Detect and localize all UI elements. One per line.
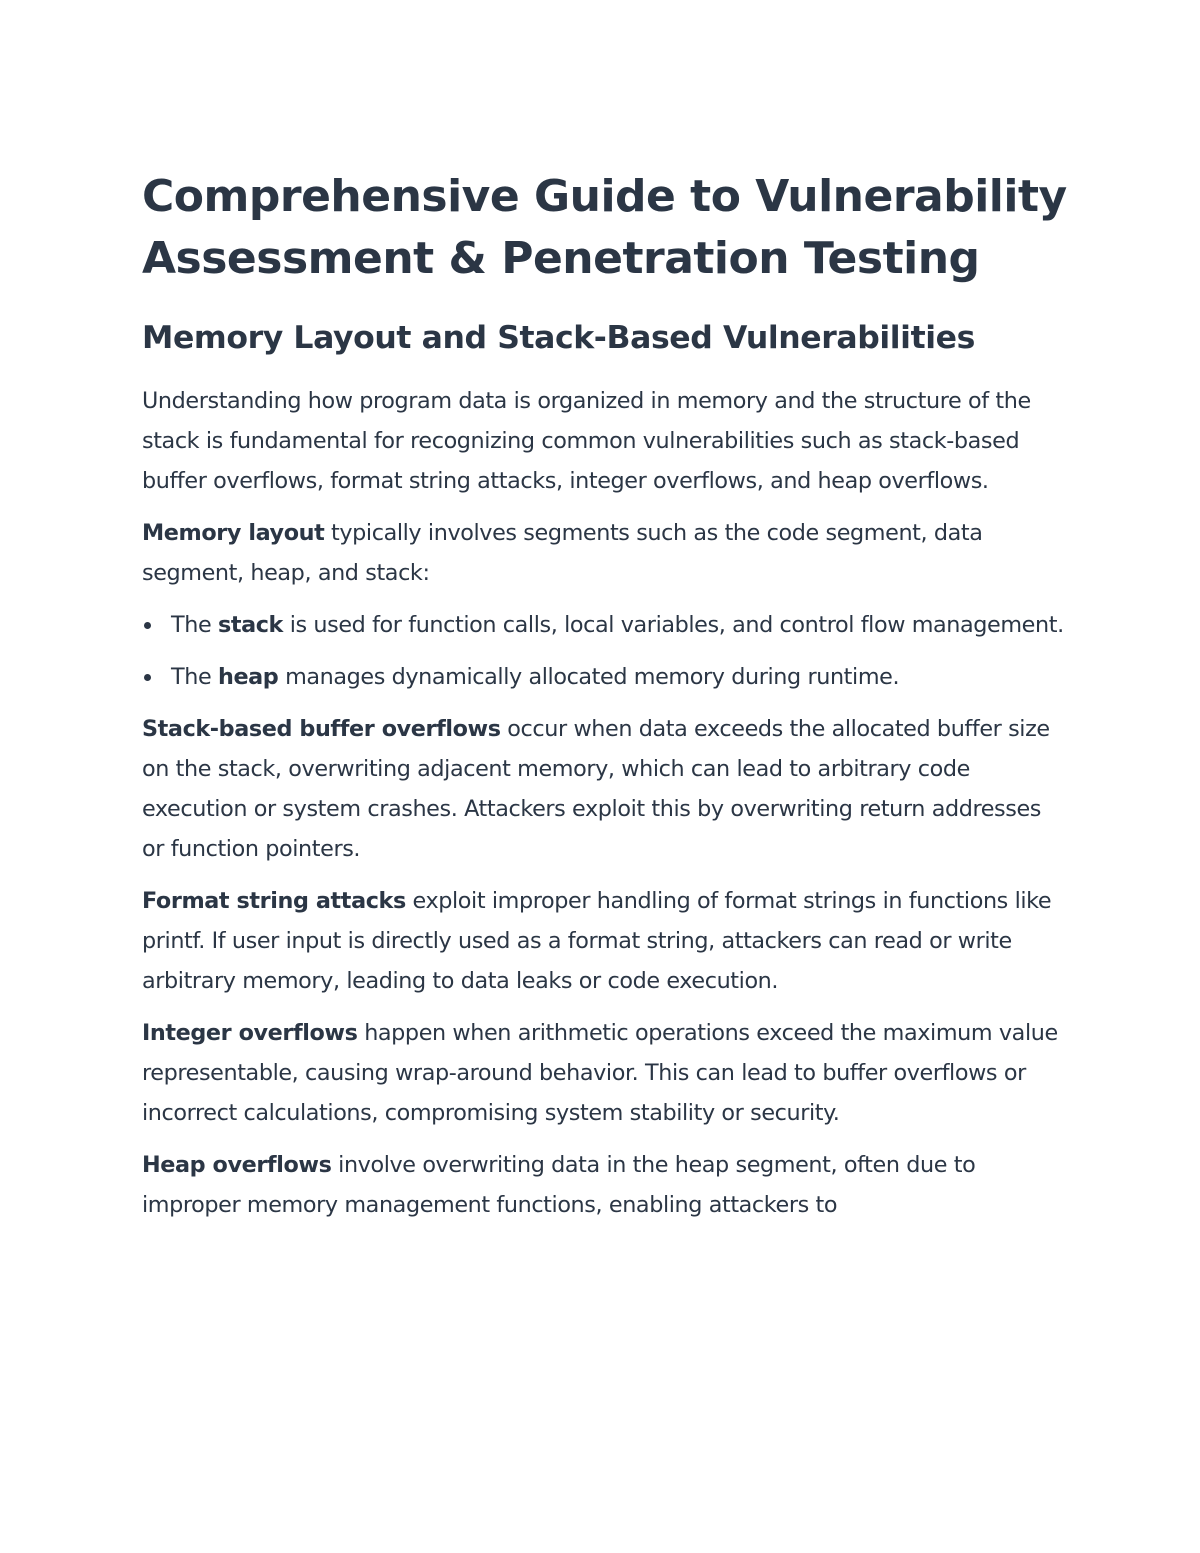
stack-overflow-paragraph: Stack-based buffer overflows occur when data exceeds the allocated buffer size on the stack, overwriting adjacent memory, which can lead to arbitrary code execution or system crashes. Attackers exploit this by overwriting return addresses or function pointers. xyxy=(142,716,1050,862)
format-string-paragraph: Format string attacks exploit improper handling of format strings in functions like printf. If user input is directly used as a format string, attackers can read or write arbitrary memory, leading to data leaks or code execution. xyxy=(142,888,1052,994)
memory-layout-paragraph xyxy=(142,513,1067,593)
heap-overflow-paragraph: Heap overflows involve overwriting data in the heap segment, often due to improper memory management functions, enabling attackers to xyxy=(142,1152,976,1218)
integer-overflow-term: Integer overflows xyxy=(142,1020,358,1046)
format-string-term: Format string attacks xyxy=(142,888,406,914)
intro-paragraph: Understanding how program data is organized in memory and the structure of the stack is fundamental for recognizing common vulnerabilities such as stack-based buffer overflows, format string attacks, integer overflows, and heap overflows. xyxy=(142,388,1031,494)
memory-layout-text: typically involves segments such as the code segment, data segment, heap, and stack: xyxy=(142,520,983,586)
heap-term: heap xyxy=(217,664,279,690)
stack-term: stack xyxy=(217,612,283,638)
memory-layout-term: Memory layout xyxy=(142,520,325,546)
list-item: The stack is used for function calls, local variables, and control flow management. xyxy=(142,605,1067,645)
bullet-icon xyxy=(144,622,151,629)
memory-segments-list xyxy=(142,605,1067,697)
document-page xyxy=(142,166,1067,1225)
list-item: The heap manages dynamically allocated memory during runtime. xyxy=(142,657,1067,697)
bullet-icon xyxy=(144,674,151,681)
document-title: Comprehensive Guide to Vulnerability Assessment & Penetration Testing xyxy=(142,171,1067,284)
stack-overflow-term: Stack-based buffer overflows xyxy=(142,716,501,742)
integer-overflow-paragraph: Integer overflows happen when arithmetic operations exceed the maximum value representable, causing wrap-around behavior. This can lead to buffer overflows or incorrect calculations, compromising system stability or security. xyxy=(142,1020,1058,1126)
heap-overflow-term: Heap overflows xyxy=(142,1152,332,1178)
section-heading: Memory Layout and Stack-Based Vulnerabilities xyxy=(142,320,975,356)
